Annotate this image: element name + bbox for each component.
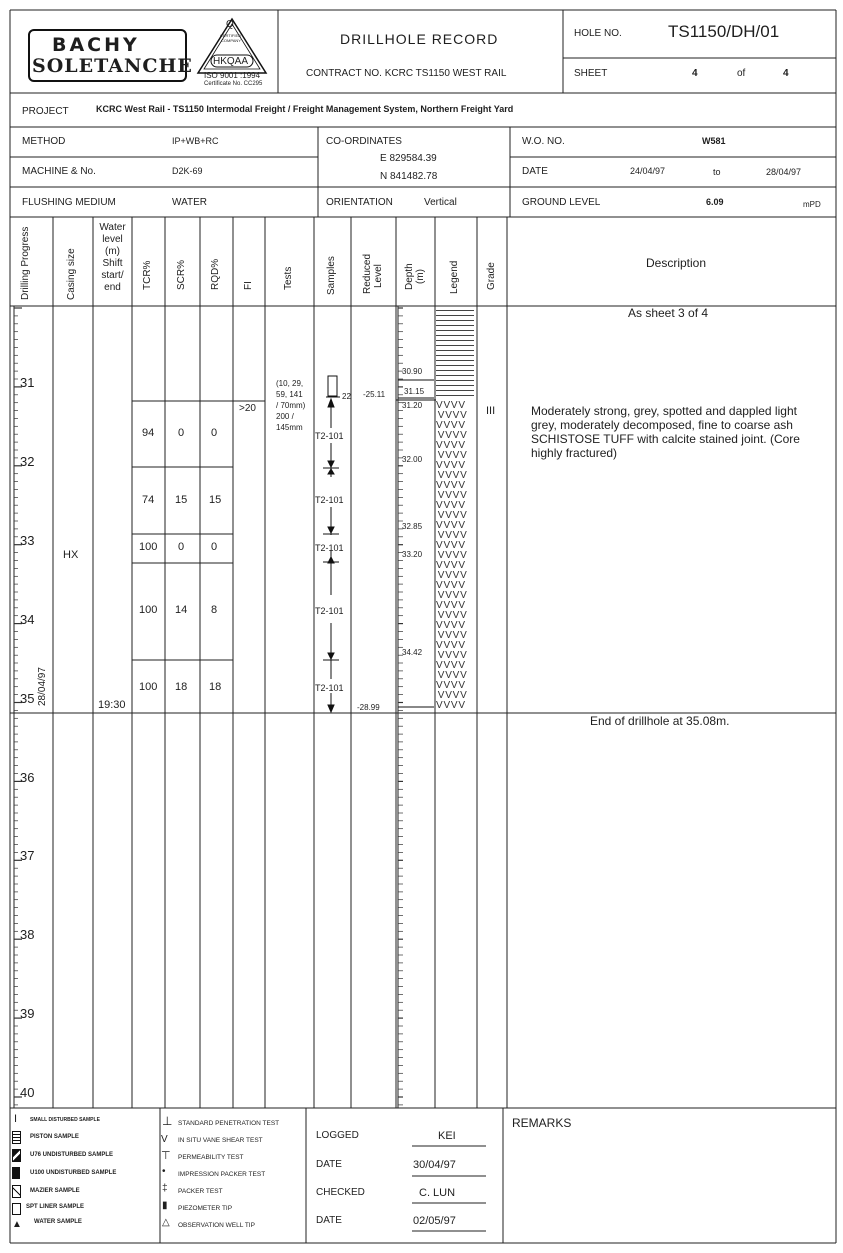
col-samples: Samples: [326, 256, 337, 295]
depth-scale-label: 34: [20, 611, 35, 627]
piston-sample-icon: [12, 1131, 21, 1144]
col-depth: [404, 263, 426, 290]
key-label: SMALL DISTURBED SAMPLE: [30, 1117, 100, 1123]
spt-liner-sample-icon: [12, 1203, 21, 1215]
ground-level-value: 6.09: [706, 197, 724, 207]
col-rqd: RQD%: [210, 258, 221, 290]
sheet-label: SHEET: [574, 68, 608, 79]
depth-label: 31.15: [404, 387, 425, 396]
coordinates-label: CO-ORDINATES: [326, 136, 402, 147]
legend-residual-soil-pattern: [436, 308, 474, 400]
col-reduced-level: [362, 254, 384, 294]
core-sample-id: T2-101: [315, 495, 344, 505]
key-row: [160, 1202, 306, 1219]
project-value: KCRC West Rail - TS1150 Intermodal Freight / Freight Management System, Northern Freight Yard: [96, 104, 514, 114]
depth-scale-label: 38: [20, 927, 35, 943]
col-description: Description: [646, 256, 707, 270]
legend-tuff-pattern: V V V V V V V V V V V V V V V V V V V V V V V V V V V V V V V V V V V V V V V V V V V V V V V V V V V V V V V V V V V V V V V V V V V V V V V V V V V V V V V V V V V V V V V V V V V V V V V V V V V V V V V V V V V V V V V V V V V V V V V V V V V V: [436, 401, 466, 711]
remarks-label: REMARKS: [512, 1116, 572, 1130]
key-label: MAZIER SAMPLE: [30, 1188, 80, 1194]
scr-value: 18: [175, 681, 188, 693]
depth-label: 33.20: [402, 550, 423, 559]
key-label: PISTON SAMPLE: [30, 1134, 79, 1140]
weathering-grade: III: [486, 405, 496, 417]
col-tcr: TCR%: [142, 260, 153, 290]
key-label: STANDARD PENETRATION TEST: [178, 1120, 280, 1127]
casing-size-value: HX: [63, 549, 79, 561]
key-row: [12, 1149, 158, 1167]
tcr-value: 100: [139, 604, 158, 616]
key-label: SPT LINER SAMPLE: [26, 1204, 85, 1210]
u76-sample-icon: [12, 1149, 21, 1162]
logged-value: KEI: [438, 1130, 456, 1142]
depth-label: 30.90: [402, 367, 423, 376]
col-tests: Tests: [283, 266, 294, 290]
sheet-number: 4: [692, 68, 698, 79]
rqd-value: 15: [209, 494, 222, 506]
piezometer-tip-icon: ▮: [162, 1200, 168, 1211]
end-of-hole-note: End of drillhole at 35.08m.: [590, 714, 730, 728]
date-to-label: to: [713, 167, 721, 177]
col-reduced-level-line: Level: [373, 264, 384, 288]
vane-shear-test-icon: V: [161, 1134, 168, 1145]
key-label: WATER SAMPLE: [34, 1219, 82, 1225]
col-reduced-level-line: Reduced: [362, 253, 373, 294]
core-sample-markers: [314, 395, 351, 715]
water-level-time: 19:30: [98, 699, 126, 711]
key-label: OBSERVATION WELL TIP: [178, 1222, 255, 1229]
tcr-value: 94: [142, 427, 155, 439]
rqd-value: 18: [209, 681, 222, 693]
key-row: [12, 1131, 158, 1149]
depth-scale-label: 39: [20, 1006, 35, 1022]
checked-date-label: DATE: [316, 1215, 342, 1226]
key-row: [12, 1203, 158, 1217]
depth-label: 34.42: [402, 648, 423, 657]
cert-company: COMPANY: [221, 38, 241, 43]
depth-scale-label: 37: [20, 848, 35, 864]
wo-label: W.O. NO.: [522, 136, 565, 147]
spt-test-line: 145mm: [276, 423, 303, 432]
ground-level-label: GROUND LEVEL: [522, 197, 601, 208]
logged-date-value: 30/04/97: [413, 1159, 456, 1171]
col-grade: Grade: [486, 262, 497, 290]
key-row: [160, 1114, 306, 1134]
col-legend: Legend: [449, 260, 460, 294]
orientation-value: Vertical: [424, 197, 457, 208]
flushing-label: FLUSHING MEDIUM: [22, 197, 116, 208]
cert-q: Q: [226, 19, 234, 30]
orientation-label: ORIENTATION: [326, 197, 393, 208]
tcr-value: 74: [142, 494, 155, 506]
method-value: IP+WB+RC: [172, 136, 219, 146]
progress-date: 28/04/97: [37, 667, 48, 706]
date-label: DATE: [522, 166, 548, 177]
key-row: [12, 1113, 158, 1131]
tcr-value: 100: [139, 681, 158, 693]
key-row: [12, 1167, 158, 1185]
key-label: PERMEABILITY TEST: [178, 1154, 244, 1161]
rqd-value: 8: [211, 604, 218, 616]
core-sample-id: T2-101: [315, 431, 344, 441]
col-water-level-line: level: [102, 234, 123, 245]
small-disturbed-sample-icon: I: [14, 1113, 18, 1125]
depth-scale-label: 36: [20, 769, 35, 785]
col-fi: FI: [243, 281, 254, 290]
logged-date-label: DATE: [316, 1159, 342, 1170]
spt-test-icon: ⊥: [162, 1114, 173, 1128]
spt-test-line: / 70mm): [276, 401, 306, 410]
col-water-level-line: (m): [105, 246, 120, 257]
mazier-sample-icon: [12, 1185, 21, 1198]
company-logo-line2: SOLETANCHE: [32, 55, 193, 77]
depth-scale-label: 31: [20, 375, 35, 390]
key-row: [160, 1168, 306, 1185]
record-title: DRILLHOLE RECORD: [340, 31, 499, 47]
key-label: PIEZOMETER TIP: [178, 1205, 233, 1212]
key-row: [160, 1219, 306, 1236]
depth-label: 31.20: [402, 401, 423, 410]
date-from: 24/04/97: [630, 166, 666, 176]
reduced-level-value: -25.11: [363, 390, 386, 399]
symbol-key-tests: [160, 1114, 306, 1236]
col-scr: SCR%: [176, 259, 187, 290]
core-sample-id: T2-101: [315, 543, 344, 553]
strata-boundary-lines: [396, 300, 436, 720]
logged-label: LOGGED: [316, 1130, 359, 1141]
date-to: 28/04/97: [766, 167, 802, 177]
depth-scale-label: 35: [20, 690, 35, 706]
observation-well-icon: △: [162, 1217, 170, 1228]
depth-scale-label: 33: [20, 532, 35, 548]
col-casing-size: Casing size: [66, 248, 77, 300]
wo-value: W581: [702, 136, 726, 146]
cert-certified: CERTIFIED: [220, 33, 242, 38]
core-sample-id: T2-101: [315, 683, 344, 693]
spt-liner-number: 22: [342, 392, 351, 401]
checked-date-value: 02/05/97: [413, 1215, 456, 1227]
spt-test-line: 200 /: [276, 412, 294, 421]
cert-number: Certificate No. CC295: [204, 81, 263, 87]
machine-label: MACHINE & No.: [22, 166, 96, 177]
flushing-value: WATER: [172, 197, 207, 208]
checked-label: CHECKED: [316, 1187, 365, 1198]
key-label: U76 UNDISTURBED SAMPLE: [30, 1152, 114, 1158]
fi-value: >20: [239, 403, 256, 414]
water-sample-icon: ▲: [12, 1219, 22, 1230]
col-water-level-line: end: [104, 282, 121, 293]
key-label: PACKER TEST: [178, 1188, 223, 1195]
coordinates-e: E 829584.39: [380, 153, 437, 164]
depth-label: 32.85: [402, 522, 423, 531]
sheet-of: of: [737, 68, 746, 79]
reduced-level-value: -28.99: [357, 703, 380, 712]
coordinates-n: N 841482.78: [380, 171, 438, 182]
method-label: METHOD: [22, 136, 66, 147]
u100-sample-icon: [12, 1167, 20, 1179]
key-row: [160, 1151, 306, 1168]
scr-value: 0: [178, 541, 185, 553]
col-drilling-progress: Drilling Progress: [20, 226, 31, 300]
scr-value: 15: [175, 494, 188, 506]
spt-test-line: 59, 141: [276, 390, 303, 399]
col-water-level-line: start/: [101, 270, 124, 281]
stratum-description: Moderately strong, grey, spotted and dappled light grey, moderately decomposed, fine to coarse ash SCHISTOSE TUFF with calcite stained joint. (Core highly fractured): [531, 404, 800, 460]
impression-packer-icon: •: [162, 1166, 166, 1177]
permeability-test-icon: ⊤: [161, 1150, 171, 1162]
col-water-level: [93, 222, 132, 294]
hole-no-value: TS1150/DH/01: [668, 22, 780, 41]
company-logo-line1: BACHY: [52, 34, 140, 56]
key-label: U100 UNDISTURBED SAMPLE: [30, 1170, 117, 1176]
sheet-total: 4: [783, 68, 789, 79]
spt-test-line: (10, 29,: [276, 379, 304, 388]
depth-label: 32.00: [402, 455, 423, 464]
ground-level-unit: mPD: [803, 200, 821, 209]
rqd-value: 0: [211, 427, 218, 439]
cert-name: HKQAA: [213, 56, 249, 67]
col-depth-line: (m): [415, 269, 426, 284]
project-label: PROJECT: [22, 106, 69, 117]
checked-value: C. LUN: [419, 1187, 456, 1199]
key-label: IN SITU VANE SHEAR TEST: [178, 1137, 263, 1144]
scr-value: 0: [178, 427, 185, 439]
key-row: [160, 1185, 306, 1202]
core-sample-id: T2-101: [315, 606, 344, 616]
packer-test-icon: ‡: [162, 1183, 168, 1194]
col-water-level-line: Shift: [102, 258, 123, 269]
depth-scale-label: 40: [20, 1085, 35, 1101]
spt-test-text: [276, 378, 305, 433]
key-row: [12, 1217, 158, 1231]
col-water-level-line: Water: [99, 222, 126, 233]
cert-iso: ISO 9001 :1994: [204, 71, 261, 80]
as-sheet-note: As sheet 3 of 4: [628, 306, 709, 320]
col-depth-line: Depth: [404, 263, 415, 290]
depth-scale-label: 32: [20, 453, 35, 469]
key-row: [12, 1185, 158, 1203]
machine-value: D2K-69: [172, 166, 203, 176]
key-row: [160, 1134, 306, 1151]
tcr-value: 100: [139, 541, 158, 553]
hole-no-label: HOLE NO.: [574, 28, 622, 39]
rqd-value: 0: [211, 541, 218, 553]
company-logo: [28, 29, 193, 82]
contract-number: CONTRACT NO. KCRC TS1150 WEST RAIL: [306, 68, 507, 79]
symbol-key-samples: [12, 1113, 158, 1231]
scr-value: 14: [175, 604, 188, 616]
key-label: IMPRESSION PACKER TEST: [178, 1171, 266, 1178]
